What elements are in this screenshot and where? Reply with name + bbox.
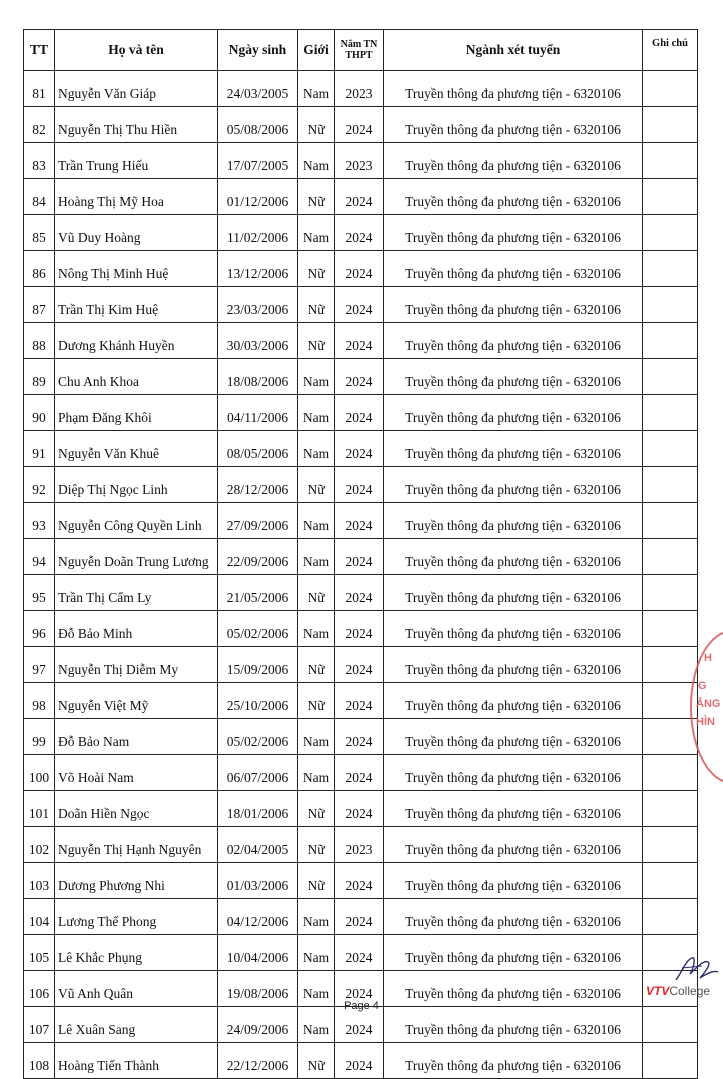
gender: Nam [298,143,335,179]
table-row [24,323,698,359]
graduation-year: 2024 [335,1007,384,1043]
gender: Nữ [298,323,335,359]
admission-major: Truyền thông đa phương tiện - 6320106 [384,611,643,647]
date-of-birth: 15/09/2006 [218,647,298,683]
gender: Nữ [298,827,335,863]
admission-major: Truyền thông đa phương tiện - 6320106 [384,863,643,899]
note-cell [643,71,698,107]
row-number: 102 [24,827,55,863]
row-number: 91 [24,431,55,467]
graduation-year: 2024 [335,899,384,935]
header-year-line1: Năm TN [340,39,378,50]
gender: Nữ [298,647,335,683]
graduation-year: 2024 [335,467,384,503]
graduation-year: 2024 [335,719,384,755]
note-cell [643,107,698,143]
row-number: 100 [24,755,55,791]
row-number: 82 [24,107,55,143]
admission-major: Truyền thông đa phương tiện - 6320106 [384,107,643,143]
table-row [24,647,698,683]
student-name: Trần Trung Hiếu [55,143,218,179]
table-header-row [24,30,698,71]
graduation-year: 2023 [335,827,384,863]
table-row [24,503,698,539]
date-of-birth: 05/02/2006 [218,719,298,755]
note-cell [643,287,698,323]
graduation-year: 2024 [335,431,384,467]
table-row [24,935,698,971]
table-row [24,359,698,395]
date-of-birth: 10/04/2006 [218,935,298,971]
row-number: 86 [24,251,55,287]
row-number: 92 [24,467,55,503]
gender: Nữ [298,287,335,323]
graduation-year: 2024 [335,971,384,1007]
graduation-year: 2024 [335,683,384,719]
date-of-birth: 05/08/2006 [218,107,298,143]
row-number: 85 [24,215,55,251]
date-of-birth: 06/07/2006 [218,755,298,791]
row-number: 84 [24,179,55,215]
gender: Nam [298,359,335,395]
graduation-year: 2024 [335,107,384,143]
graduation-year: 2024 [335,179,384,215]
note-cell [643,539,698,575]
student-name: Vũ Duy Hoàng [55,215,218,251]
note-cell [643,395,698,431]
date-of-birth: 23/03/2006 [218,287,298,323]
date-of-birth: 24/09/2006 [218,1007,298,1043]
table-body [24,71,698,1079]
gender: Nữ [298,107,335,143]
date-of-birth: 18/01/2006 [218,791,298,827]
student-name: Nguyễn Thị Diễm My [55,647,218,683]
stamp-text: G [698,680,707,692]
admission-major: Truyền thông đa phương tiện - 6320106 [384,323,643,359]
stamp-text: H [704,652,712,664]
student-name: Nguyễn Việt Mỹ [55,683,218,719]
date-of-birth: 27/09/2006 [218,503,298,539]
stamp-text: ẲNG [696,698,721,710]
table-row [24,755,698,791]
student-name: Nông Thị Minh Huệ [55,251,218,287]
student-name: Võ Hoài Nam [55,755,218,791]
note-cell [643,251,698,287]
gender: Nữ [298,251,335,287]
admission-major: Truyền thông đa phương tiện - 6320106 [384,179,643,215]
note-cell [643,899,698,935]
graduation-year: 2024 [335,215,384,251]
date-of-birth: 01/03/2006 [218,863,298,899]
gender: Nữ [298,467,335,503]
row-number: 93 [24,503,55,539]
admission-major: Truyền thông đa phương tiện - 6320106 [384,683,643,719]
admission-major: Truyền thông đa phương tiện - 6320106 [384,575,643,611]
row-number: 88 [24,323,55,359]
table-row [24,179,698,215]
gender: Nữ [298,863,335,899]
note-cell [643,431,698,467]
stamp-text: HÌN [696,716,715,728]
gender: Nam [298,1007,335,1043]
note-cell [643,575,698,611]
graduation-year: 2024 [335,251,384,287]
admission-major: Truyền thông đa phương tiện - 6320106 [384,1007,643,1043]
student-name: Dương Khánh Huyền [55,323,218,359]
date-of-birth: 28/12/2006 [218,467,298,503]
student-name: Trần Thị Cẩm Ly [55,575,218,611]
graduation-year: 2024 [335,359,384,395]
student-name: Đỗ Bảo Nam [55,719,218,755]
graduation-year: 2024 [335,1043,384,1079]
table-row [24,1043,698,1079]
table-row [24,899,698,935]
date-of-birth: 13/12/2006 [218,251,298,287]
table-row [24,575,698,611]
student-name: Nguyễn Văn Giáp [55,71,218,107]
date-of-birth: 02/04/2005 [218,827,298,863]
gender: Nữ [298,1043,335,1079]
admission-major: Truyền thông đa phương tiện - 6320106 [384,1043,643,1079]
row-number: 108 [24,1043,55,1079]
admission-major: Truyền thông đa phương tiện - 6320106 [384,503,643,539]
note-cell [643,611,698,647]
date-of-birth: 18/08/2006 [218,359,298,395]
handwritten-signature-icon [672,950,722,986]
date-of-birth: 19/08/2006 [218,971,298,1007]
note-cell [643,143,698,179]
header-year-line2: THPT [345,50,373,61]
date-of-birth: 17/07/2005 [218,143,298,179]
date-of-birth: 22/09/2006 [218,539,298,575]
row-number: 106 [24,971,55,1007]
admission-major: Truyền thông đa phương tiện - 6320106 [384,899,643,935]
date-of-birth: 24/03/2005 [218,71,298,107]
vtv-college-logo [646,984,710,998]
admission-major: Truyền thông đa phương tiện - 6320106 [384,215,643,251]
header-graduation-year [335,30,384,71]
admission-major: Truyền thông đa phương tiện - 6320106 [384,971,643,1007]
header-name: Họ và tên [55,30,218,71]
row-number: 103 [24,863,55,899]
row-number: 83 [24,143,55,179]
note-cell [643,719,698,755]
gender: Nam [298,71,335,107]
table-row [24,395,698,431]
graduation-year: 2024 [335,647,384,683]
table-row [24,251,698,287]
row-number: 87 [24,287,55,323]
admission-major: Truyền thông đa phương tiện - 6320106 [384,143,643,179]
row-number: 97 [24,647,55,683]
date-of-birth: 08/05/2006 [218,431,298,467]
admission-major: Truyền thông đa phương tiện - 6320106 [384,791,643,827]
table-row [24,467,698,503]
row-number: 104 [24,899,55,935]
date-of-birth: 21/05/2006 [218,575,298,611]
admission-major: Truyền thông đa phương tiện - 6320106 [384,395,643,431]
student-name: Chu Anh Khoa [55,359,218,395]
student-name: Nguyễn Thị Hạnh Nguyên [55,827,218,863]
row-number: 107 [24,1007,55,1043]
gender: Nam [298,539,335,575]
graduation-year: 2023 [335,71,384,107]
admission-major: Truyền thông đa phương tiện - 6320106 [384,287,643,323]
student-name: Diệp Thị Ngọc Linh [55,467,218,503]
student-name: Đỗ Bảo Minh [55,611,218,647]
row-number: 98 [24,683,55,719]
header-major: Ngành xét tuyển [384,30,643,71]
student-name: Lê Xuân Sang [55,1007,218,1043]
row-number: 81 [24,71,55,107]
date-of-birth: 01/12/2006 [218,179,298,215]
table-row [24,683,698,719]
gender: Nam [298,503,335,539]
header-tt: TT [24,30,55,71]
student-name: Lương Thế Phong [55,899,218,935]
table-row [24,539,698,575]
note-cell [643,215,698,251]
gender: Nữ [298,683,335,719]
admission-major: Truyền thông đa phương tiện - 6320106 [384,359,643,395]
student-name: Doãn Hiền Ngọc [55,791,218,827]
graduation-year: 2024 [335,755,384,791]
graduation-year: 2024 [335,539,384,575]
row-number: 96 [24,611,55,647]
logo-suffix: College [669,984,711,998]
table-row [24,827,698,863]
graduation-year: 2024 [335,323,384,359]
note-cell [643,503,698,539]
gender: Nam [298,755,335,791]
logo-brand: VTV [646,984,670,998]
note-cell [643,323,698,359]
gender: Nam [298,431,335,467]
date-of-birth: 05/02/2006 [218,611,298,647]
student-name: Lê Khắc Phụng [55,935,218,971]
gender: Nam [298,719,335,755]
graduation-year: 2024 [335,395,384,431]
table-row [24,287,698,323]
table-row [24,431,698,467]
admission-major: Truyền thông đa phương tiện - 6320106 [384,719,643,755]
row-number: 94 [24,539,55,575]
graduation-year: 2024 [335,575,384,611]
graduation-year: 2024 [335,287,384,323]
table-row [24,611,698,647]
table-row [24,791,698,827]
note-cell [643,863,698,899]
admission-list-table [23,29,698,1079]
gender: Nữ [298,575,335,611]
admission-major: Truyền thông đa phương tiện - 6320106 [384,755,643,791]
row-number: 89 [24,359,55,395]
student-name: Nguyễn Công Quyền Linh [55,503,218,539]
header-sex: Giới [298,30,335,71]
date-of-birth: 04/11/2006 [218,395,298,431]
table-row [24,143,698,179]
table-row [24,719,698,755]
date-of-birth: 11/02/2006 [218,215,298,251]
admission-major: Truyền thông đa phương tiện - 6320106 [384,647,643,683]
table-row [24,215,698,251]
date-of-birth: 30/03/2006 [218,323,298,359]
date-of-birth: 04/12/2006 [218,899,298,935]
gender: Nam [298,971,335,1007]
admission-major: Truyền thông đa phương tiện - 6320106 [384,935,643,971]
date-of-birth: 25/10/2006 [218,683,298,719]
student-name: Hoàng Thị Mỹ Hoa [55,179,218,215]
admission-major: Truyền thông đa phương tiện - 6320106 [384,467,643,503]
note-cell [643,359,698,395]
admission-major: Truyền thông đa phương tiện - 6320106 [384,431,643,467]
gender: Nam [298,395,335,431]
table-row [24,71,698,107]
graduation-year: 2024 [335,935,384,971]
student-name: Hoàng Tiến Thành [55,1043,218,1079]
gender: Nam [298,935,335,971]
row-number: 99 [24,719,55,755]
admission-major: Truyền thông đa phương tiện - 6320106 [384,539,643,575]
note-cell [643,1043,698,1079]
note-cell [643,755,698,791]
student-name: Trần Thị Kim Huệ [55,287,218,323]
note-cell [643,179,698,215]
table-row [24,107,698,143]
gender: Nam [298,611,335,647]
note-cell [643,827,698,863]
student-name: Nguyễn Doãn Trung Lương [55,539,218,575]
gender: Nam [298,215,335,251]
admission-major: Truyền thông đa phương tiện - 6320106 [384,71,643,107]
graduation-year: 2024 [335,791,384,827]
header-dob: Ngày sinh [218,30,298,71]
graduation-year: 2024 [335,863,384,899]
graduation-year: 2024 [335,503,384,539]
student-name: Nguyễn Thị Thu Hiền [55,107,218,143]
note-cell [643,467,698,503]
row-number: 90 [24,395,55,431]
page-number: Page 4 [344,1000,379,1012]
note-cell [643,647,698,683]
admission-major: Truyền thông đa phương tiện - 6320106 [384,251,643,287]
student-name: Nguyễn Văn Khuê [55,431,218,467]
table-row [24,863,698,899]
gender: Nam [298,899,335,935]
gender: Nữ [298,791,335,827]
row-number: 105 [24,935,55,971]
graduation-year: 2023 [335,143,384,179]
row-number: 101 [24,791,55,827]
note-cell [643,791,698,827]
row-number: 95 [24,575,55,611]
student-name: Dương Phương Nhi [55,863,218,899]
student-name: Vũ Anh Quân [55,971,218,1007]
gender: Nữ [298,179,335,215]
admission-major: Truyền thông đa phương tiện - 6320106 [384,827,643,863]
graduation-year: 2024 [335,611,384,647]
header-note: Ghi chú [643,30,698,71]
date-of-birth: 22/12/2006 [218,1043,298,1079]
student-name: Phạm Đăng Khôi [55,395,218,431]
